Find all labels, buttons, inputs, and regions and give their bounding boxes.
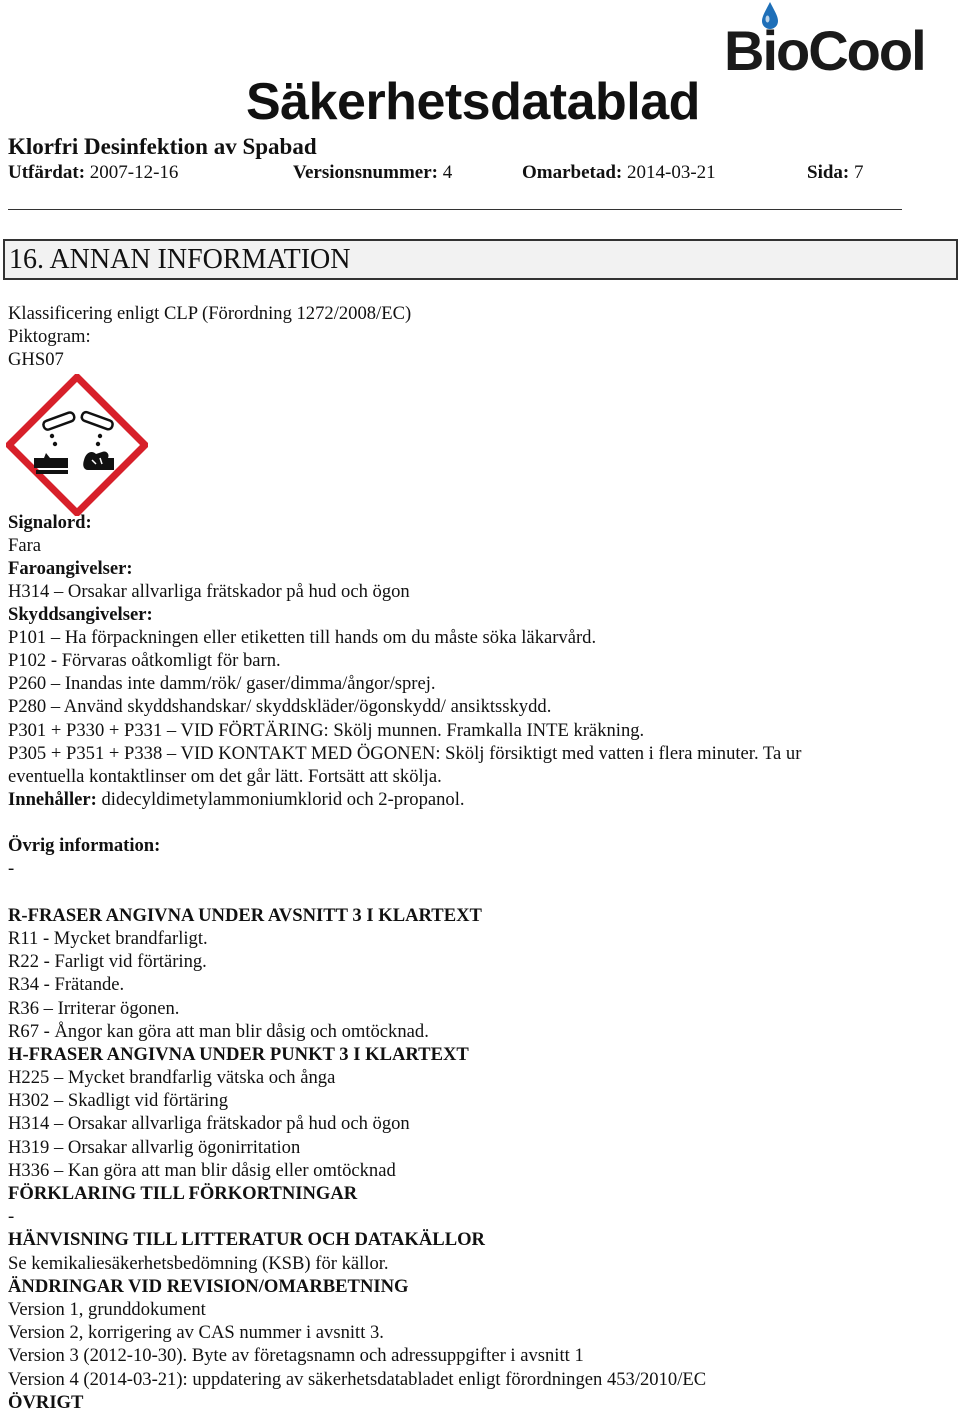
product-name: Klorfri Desinfektion av Spabad [8, 134, 317, 159]
page-number: Sida: 7 [807, 162, 864, 183]
h-phrase-item: H225 – Mycket brandfarlig vätska och ånga [8, 1067, 336, 1088]
precaution-statement: P305 + P351 + P338 – VID KONTAKT MED ÖGONEN: Skölj försiktigt med vatten i flera minuter. Ta ur [8, 743, 802, 764]
hazard-statement: H314 – Orsakar allvarliga frätskador på hud och ögon [8, 581, 410, 602]
version-number: Versionsnummer: 4 [293, 162, 453, 183]
r-phrase-item: R34 - Frätande. [8, 974, 125, 995]
other-heading: ÖVRIGT [8, 1392, 84, 1413]
header-divider [8, 209, 902, 210]
r-phrase-item: R67 - Ångor kan göra att man blir dåsig och omtöcknad. [8, 1021, 429, 1042]
pictogram-label: Piktogram: [8, 326, 91, 347]
abbreviations-value: - [8, 1206, 15, 1227]
other-info-label: Övrig information: [8, 835, 161, 856]
r-phrases-heading: R-FRASER ANGIVNA UNDER AVSNITT 3 I KLARTEXT [8, 905, 482, 926]
classification-heading: Klassificering enligt CLP (Förordning 1272/2008/EC) [8, 303, 412, 324]
references-value: Se kemikaliesäkerhetsbedömning (KSB) för källor. [8, 1253, 389, 1274]
precaution-statement: P102 - Förvaras oåtkomligt för barn. [8, 650, 281, 671]
r-phrase-item: R36 – Irriterar ögonen. [8, 998, 180, 1019]
revision-item: Version 4 (2014-03-21): uppdatering av säkerhetsdatabladet enligt förordningen 453/2010/EC [8, 1369, 707, 1390]
references-heading: HÄNVISNING TILL LITTERATUR OCH DATAKÄLLOR [8, 1229, 485, 1250]
h-phrase-item: H319 – Orsakar allvarlig ögonirritation [8, 1137, 301, 1158]
issued-date: Utfärdat: 2007-12-16 [8, 162, 179, 183]
precaution-statement: P101 – Ha förpackningen eller etiketten till hands om du måste söka läkarvård. [8, 627, 597, 648]
abbreviations-heading: FÖRKLARING TILL FÖRKORTNINGAR [8, 1183, 358, 1204]
revised-date: Omarbetad: 2014-03-21 [522, 162, 716, 183]
pictogram-code: GHS07 [8, 349, 64, 370]
h-phrase-item: H336 – Kan göra att man blir dåsig eller omtöcknad [8, 1160, 396, 1181]
signal-word-value: Fara [8, 535, 42, 556]
r-phrase-item: R11 - Mycket brandfarligt. [8, 928, 208, 949]
section-title: 16. ANNAN INFORMATION [9, 244, 351, 275]
revisions-heading: ÄNDRINGAR VID REVISION/OMARBETNING [8, 1276, 409, 1297]
h-phrases-heading: H-FRASER ANGIVNA UNDER PUNKT 3 I KLARTEXT [8, 1044, 469, 1065]
r-phrase-item: R22 - Farligt vid förtäring. [8, 951, 207, 972]
other-info-value: - [8, 858, 15, 879]
signal-word-label: Signalord: [8, 512, 92, 533]
hazard-label: Faroangivelser: [8, 558, 133, 579]
contains-line: Innehåller: didecyldimetylammoniumklorid och 2-propanol. [8, 789, 465, 810]
precaution-statement: P260 – Inandas inte damm/rök/ gaser/dimma/ångor/sprej. [8, 673, 436, 694]
precaution-statement: P301 + P330 + P331 – VID FÖRTÄRING: Skölj munnen. Framkalla INTE kräkning. [8, 720, 645, 741]
precaution-statement: P280 – Använd skyddshandskar/ skyddskläder/ögonskydd/ ansiktsskydd. [8, 696, 552, 717]
revision-item: Version 3 (2012-10-30). Byte av företagsnamn och adressuppgifter i avsnitt 1 [8, 1345, 584, 1366]
precaution-statement: eventuella kontaktlinser om det går lätt. Fortsätt att skölja. [8, 766, 442, 787]
document-title: Säkerhetsdatablad [246, 73, 700, 131]
svg-text:BioCool: BioCool [724, 19, 925, 80]
h-phrase-item: H302 – Skadligt vid förtäring [8, 1090, 229, 1111]
revision-item: Version 1, grunddokument [8, 1299, 206, 1320]
revision-item: Version 2, korrigering av CAS nummer i avsnitt 3. [8, 1322, 384, 1343]
biocool-logo [722, 0, 950, 80]
precaution-label: Skyddsangivelser: [8, 604, 153, 625]
ghs05-corrosion-icon [6, 374, 148, 516]
h-phrase-item: H314 – Orsakar allvarliga frätskador på hud och ögon [8, 1113, 410, 1134]
